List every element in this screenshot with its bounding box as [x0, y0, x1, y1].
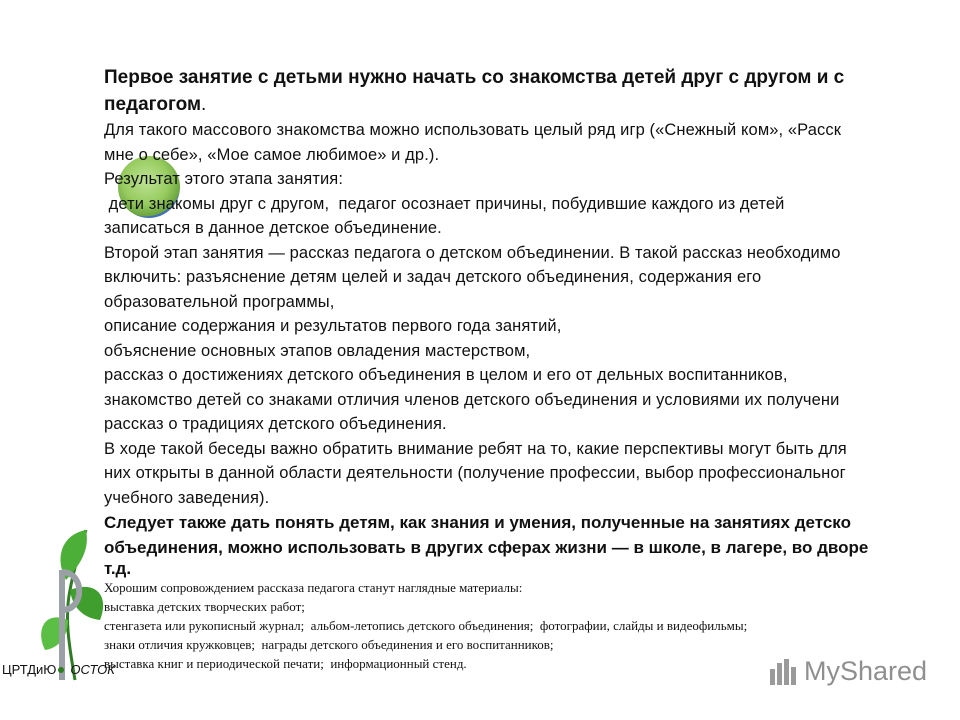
- heading-line-1: Первое занятие с детьми нужно начать со знакомства детей друг с другом и с: [104, 67, 845, 88]
- heading-line-2-suffix: .: [201, 94, 207, 115]
- body-line: дети знакомы друг с другом, педагог осознает причины, побудившие каждого из детей: [104, 194, 785, 213]
- myshared-watermark: [768, 656, 927, 687]
- body-line: записаться в данное детское объединение.: [104, 219, 442, 237]
- bold-line: т.д.: [104, 559, 132, 578]
- body-line: Для такого массового знакомства можно использовать целый ряд игр («Снежный ком», «Расск: [104, 121, 842, 139]
- materials-line: стенгазета или рукописный журнал; альбом-летопись детского объединения; фотографии, слайды и видеофильмы;: [104, 618, 748, 633]
- materials-line: Хорошим сопровождением рассказа педагога станут наглядные материалы:: [104, 580, 523, 595]
- body-line: учебного заведения).: [104, 488, 270, 507]
- body-line: знакомство детей со знаками отличия членов детского объединения и условиями их получени: [104, 390, 840, 409]
- body-line: рассказ о достижениях детского объединения в целом и его от дельных воспитанников,: [104, 366, 788, 384]
- body-line: образовательной программы,: [104, 292, 335, 311]
- slide-content: [104, 64, 960, 673]
- body-line: описание содержания и результатов первого года занятий,: [104, 317, 562, 335]
- slide-heading: [104, 64, 960, 118]
- materials-line: выставка детских творческих работ;: [104, 599, 305, 614]
- body-line: В ходе такой беседы важно обратить внимание ребят на то, какие перспективы могут быть для: [104, 439, 847, 458]
- body-line: Результат этого этапа занятия:: [104, 170, 344, 188]
- materials-line: выставка книг и периодической печати; информационный стенд.: [104, 656, 467, 671]
- logo-caption: [2, 662, 115, 677]
- body-line: мне о себе», «Мое самое любимое» и др.).: [104, 145, 440, 164]
- logo-left-text: ЦРТДиЮ: [2, 662, 57, 677]
- logo-right-text: ОСТОК: [70, 662, 115, 677]
- bold-line: объединения, можно использовать в других сферах жизни — в школе, в лагере, во дворе: [104, 538, 869, 557]
- bold-conclusion: [104, 510, 960, 578]
- logo-dot: [58, 667, 64, 673]
- body-line: рассказ о традициях детского объединения.: [104, 415, 447, 433]
- heading-line-2: педагогом: [104, 94, 202, 115]
- body-line: Второй этап занятия — рассказ педагога о детском объединении. В такой рассказ необходимо: [104, 243, 841, 262]
- body-line: включить: разъяснение детям целей и задач детского объединения, содержания его: [104, 268, 762, 286]
- body-text: [104, 118, 960, 510]
- myshared-logo-icon: [768, 657, 798, 687]
- watermark-text: MyShared: [804, 656, 928, 686]
- bold-line: Следует также дать понять детям, как знания и умения, полученные на занятиях детско: [104, 513, 851, 532]
- body-line: них открыты в данной области деятельности (получение профессии, выбор профессиональног: [104, 464, 846, 482]
- materials-line: знаки отличия кружковцев; награды детского объединения и его воспитанников;: [104, 637, 554, 652]
- body-line: объяснение основных этапов овладения мастерством,: [104, 341, 531, 360]
